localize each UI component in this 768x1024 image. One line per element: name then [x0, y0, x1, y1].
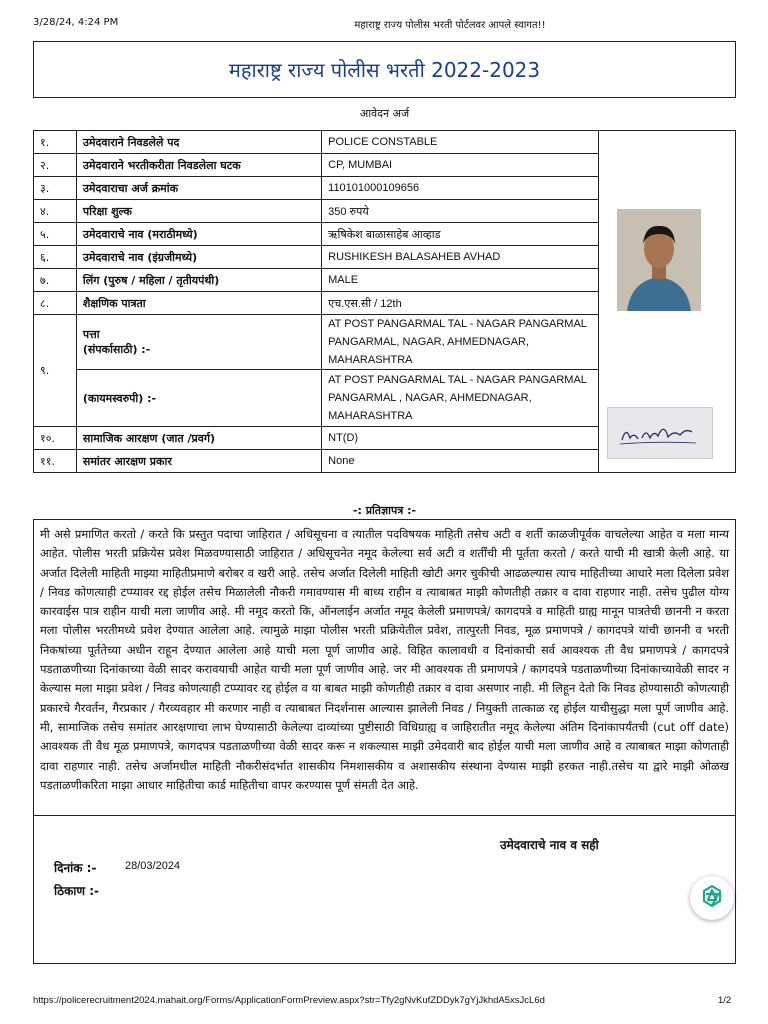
declaration-text: मी असे प्रमाणित करतो / करते कि प्रस्तुत पदाचा जाहिरात / अधिसूचना व त्यातील पदविषयक माहिती तसेच अटी व शर्ती काळजीपूर्वक वाचलेल्या आहेत व मला मान्य आहेत. पोलीस भरती प्रक्रियेस प्रवेश मिळवण्यासाठी जाहिरात / अधिसूचनेत नमूद केलेल्या सर्व अटी व शर्तींची मी पूर्तता करतो / करते याची मी खात्री केली आहे. या अर्जात दिलेली माहिती माझ्या माहितीप्रमाणे बरोबर व खरी आहे. तसेच अर्जात दिलेली माहिती खोटी अगर चुकीची आढळल्यास त्याच माहितीच्या आधारे मला दिलेला प्रवेश / निवड कोणत्याही टप्प्यावर रद्द होईल तसेच मिळालेली नौकरी गमावण्यास मी बाध्य राहीन व त्याबाबत माझी कोणतीही तक्रार व दावा राहणार नाही. तसेच पुढील योग्य कारवाईस पात्र राहीन याची मला जाणीव आहे. मी नमूद करतो कि, ऑनलाईन अर्जात नमूद केलेली प्रमाणपत्रे/ कागदपत्रे व माहिती ग्राह्य मानून पात्रतेची छाननी न करता मला पोलीस भरतीमध्ये प्रवेश देण्यात आलेला आहे. त्यामुळे माझा पोलीस भरती प्रक्रियेतील प्रवेश, तात्पुरती निवड, मूळ प्रमाणपत्रे / कागदपत्रे यांची छाननी व भरती निकषांच्या पूर्ततेच्या अधीन राहून देण्यात आलेला आहे याची मला पूर्ण जाणीव आहे. विहित कालावधी व दिनांकाची सर्व आवश्यक ती वैध प्रमाणपत्रे / कागदपत्रे पडताळणीच्या दिनांकाच्या वेळी सादर करावयाची आहेत याची मला पूर्ण जाणीव आहे. जर मी आवश्यक ती प्रमाणपत्रे / कागदपत्रे पडताळणीच्या दिनांकाच्यावेळी सादर न केल्यास मला माझा प्रवेश / निवड कोणत्याही टप्प्यावर रद्द होईल व या बाबत माझी कोणतीही तक्रार व दावा असणार नाही. मी लिहून देतो कि निवड होण्यासाठी कोणत्याही प्रकारचे गैरवर्तन, गैरप्रकार / गैरव्यवहार मी करणार नाही व त्याबाबत निदर्शनास आल्यास झालेली निवड / नियुक्ती तात्काळ रद्द होईल याचीसुद्धा मला पूर्ण जाणीव आहे. मी, सामाजिक तसेच समांतर आरक्षणाचा लाभ घेण्यासाठी केलेल्या दाव्यांच्या पुष्टीसाठी विधिग्राह्य व जाहिरातीत नमूद केलेल्या अंतिम दिनांकापर्यंतची (cut off date) आवश्यक ती वैध मूळ प्रमाणपत्रे, कागदपत्र पडताळणीच्या वेळी सादर करू न शकल्यास माझी उमेदवारी बाद होईल याची मला जाणीव आहे व त्याबाबत माझा कोणताही दावा राहणार नाही. तसेच अर्जामधील माहिती नौकरीसंदर्भात शासकीय निमशासकीय व अशासकीय संस्थाना देण्यास माझी हरकत नाही.तसेच या द्वारे माझी ओळख पडताळणीकरिता माझा आधार माहितीचा कार्ड माहितीचा वापर करण्यास पूर्ण संमती देत आहे.	[33, 519, 736, 816]
address-contact-value: AT POST PANGARMAL TAL - NAGAR PANGARMAL PANGARMAL, NAGAR, AHMEDNAGAR, MAHARASHTRA	[322, 315, 599, 370]
row-number: १.	[34, 131, 77, 154]
row-value: 11010100010965​6	[322, 177, 599, 200]
form-title-box	[33, 41, 736, 98]
date-label: दिनांक :-	[54, 861, 97, 875]
print-page-title: महाराष्ट्र राज्य पोलीस भरती पोर्टलवर आपले स्वागत!!	[354, 20, 546, 31]
place-label: ठिकाण :-	[54, 884, 100, 898]
candidate-signature-label: उमेदवाराचे नाव व सही	[500, 838, 599, 852]
row-label: उमेदवाराचे नाव (मराठीमध्ये)	[76, 223, 321, 246]
row-value: CP, MUMBAI	[322, 154, 599, 177]
row-label: समांतर आरक्षण प्रकार	[76, 450, 321, 473]
photo-signature-cell	[599, 131, 736, 473]
declaration-title: -: प्रतिज्ञापत्र :-	[352, 504, 417, 517]
address-permanent-value: AT POST PANGARMAL TAL - NAGAR PANGARMAL PANGARMAL , NAGAR, AHMEDNAGAR, MAHARASHTRA	[322, 370, 599, 427]
row-number: २.	[34, 154, 77, 177]
person-photo	[617, 209, 701, 311]
row-label: उमेदवाराने निवडलेले पद	[76, 131, 321, 154]
signature-image	[607, 407, 713, 459]
row-label: उमेदवाराचे नाव (इंग्रजीमध्ये)	[76, 246, 321, 269]
ai-assistant-icon	[690, 876, 734, 920]
row-number: ५.	[34, 223, 77, 246]
form-title: महाराष्ट्र राज्य पोलीस भरती 2022-2023	[228, 58, 541, 82]
row-value: NT(D)	[322, 427, 599, 450]
row-value: RUSHIKESH BALASAHEB AVHAD	[322, 246, 599, 269]
address-contact-sublabel: (संपर्कासाठी) :-	[82, 343, 151, 356]
row-label: परिक्षा शुल्क	[76, 200, 321, 223]
row-value: None	[322, 450, 599, 473]
row-value: ऋषिकेश बाळासाहेब आव्हाड	[322, 223, 599, 246]
row-number: १०.	[34, 427, 77, 450]
row-label: सामाजिक आरक्षण (जात /प्रवर्ग)	[76, 427, 321, 450]
form-subtitle: आवेदन अर्ज	[359, 107, 410, 120]
print-datetime: 3/28/24, 4:24 PM	[33, 17, 119, 28]
application-table	[33, 130, 736, 473]
table-row	[34, 131, 736, 154]
ai-assistant-button[interactable]	[690, 876, 734, 920]
row-value: POLICE CONSTABLE	[322, 131, 599, 154]
row-number: ६.	[34, 246, 77, 269]
signature-section	[33, 816, 736, 964]
page-url: https://policerecruitment2024.mahait.org/Forms/ApplicationFormPreview.aspx?str=Tfy2gNvKufZDDyk7gYjJkhdA5xsJcL6d	[33, 995, 545, 1006]
row-label: उमेदवाराने भरतीकरीता निवडलेला घटक	[76, 154, 321, 177]
row-label: लिंग (पुरुष / महिला / तृतीयपंथी)	[76, 269, 321, 292]
row-number: ८.	[34, 292, 77, 315]
row-number: ११.	[34, 450, 77, 473]
row-label: उमेदवाराचा अर्ज क्रमांक	[76, 177, 321, 200]
address-permanent-label: (कायमस्वरुपी) :-	[76, 370, 321, 427]
row-number: ४.	[34, 200, 77, 223]
row-value: एच.एस.सी / 12th	[322, 292, 599, 315]
row-number: ३.	[34, 177, 77, 200]
address-label: पत्ता	[82, 328, 100, 341]
page-number: 1/2	[718, 995, 732, 1006]
row-label: शैक्षणिक पात्रता	[76, 292, 321, 315]
row-number: ९.	[34, 315, 77, 427]
address-contact-label	[76, 315, 321, 370]
row-number: ७.	[34, 269, 77, 292]
row-value: MALE	[322, 269, 599, 292]
row-value: 350 रुपये	[322, 200, 599, 223]
date-value: 28/03/2024	[125, 860, 181, 872]
